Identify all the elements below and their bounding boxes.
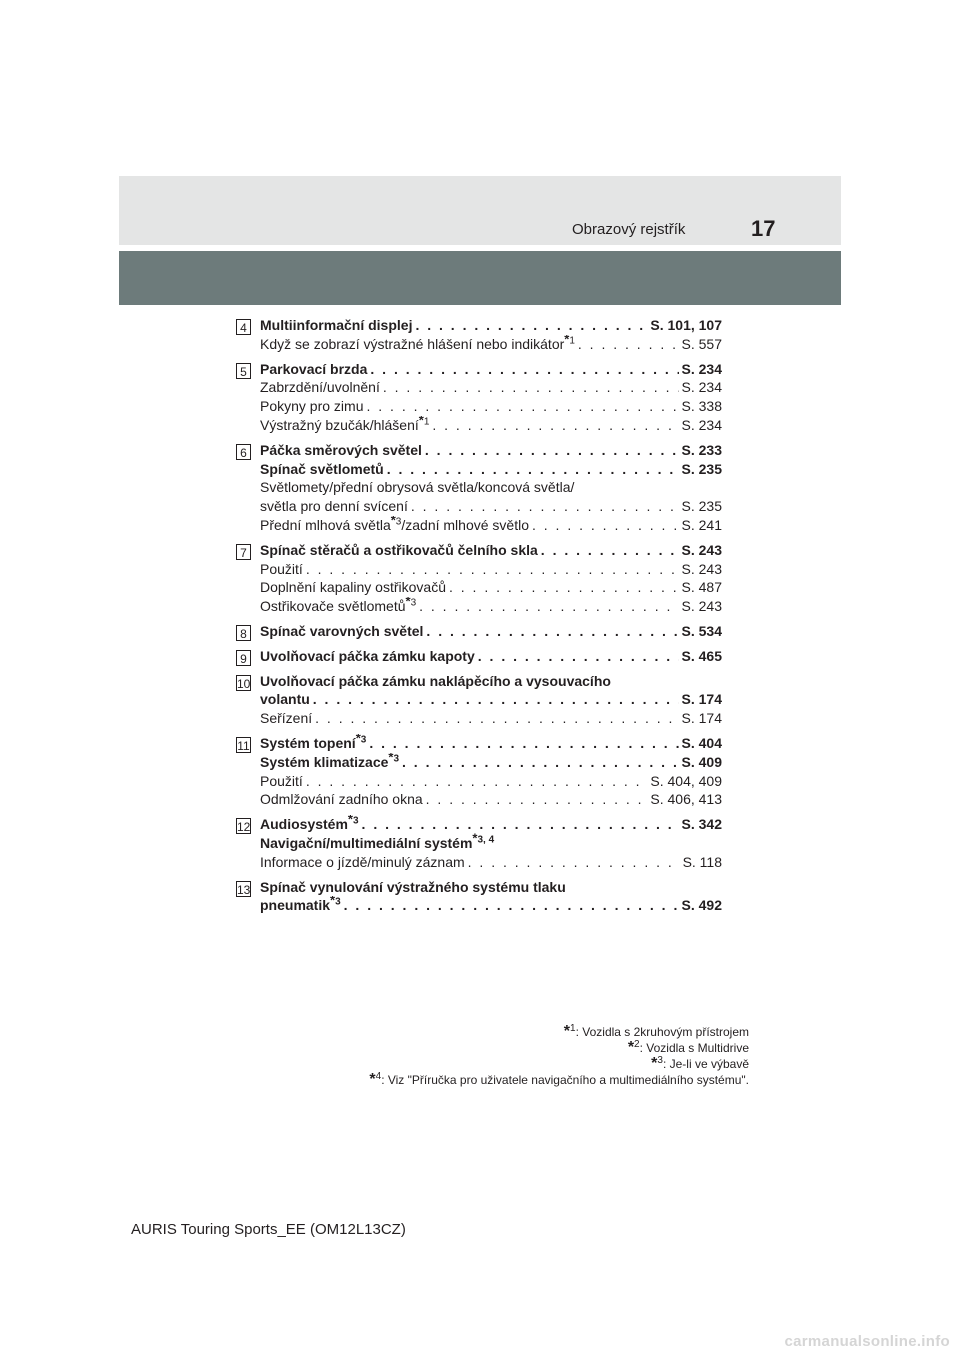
section-marker: 10 xyxy=(237,676,251,691)
section-marker: 11 xyxy=(237,738,250,753)
entry-label: Informace o jízdě/minulý záznam xyxy=(260,853,465,870)
page-reference: S. 243 xyxy=(681,541,722,558)
index-entry xyxy=(260,460,722,479)
leader-dots xyxy=(541,541,679,560)
footnote-number: 4 xyxy=(375,1071,382,1082)
page-reference: S. 174 xyxy=(681,710,722,727)
index-entry xyxy=(260,360,722,379)
leader-dots xyxy=(425,441,679,460)
entry-label: Seřízení xyxy=(260,710,313,727)
index-entry xyxy=(260,441,722,460)
page-reference: S. 233 xyxy=(681,441,722,458)
leader-dots xyxy=(370,360,678,379)
entry-label-group xyxy=(260,316,412,335)
entry-label-group xyxy=(260,416,429,435)
index-section xyxy=(236,360,722,435)
index-entry xyxy=(260,853,722,872)
entry-label-group xyxy=(260,360,367,379)
footnote xyxy=(369,1040,749,1056)
section-marker: 12 xyxy=(237,820,251,835)
page-reference: S. 234 xyxy=(681,379,722,396)
leader-dots xyxy=(578,335,679,354)
page-reference: S. 118 xyxy=(682,853,722,870)
footnote-star: * xyxy=(390,515,396,528)
index-section xyxy=(236,316,722,354)
leader-dots xyxy=(315,709,678,728)
index-entry xyxy=(260,753,722,772)
entry-label-group xyxy=(260,335,575,354)
index-section xyxy=(236,672,722,728)
leader-dots xyxy=(402,753,678,772)
entry-label-group xyxy=(260,734,366,753)
entry-label-group xyxy=(260,622,423,641)
page-reference: S. 235 xyxy=(681,498,722,515)
index-section xyxy=(236,734,722,809)
index-section xyxy=(236,647,722,666)
leader-dots xyxy=(366,397,678,416)
index-entry xyxy=(260,815,722,834)
entry-label-group xyxy=(260,578,446,597)
entry-label: pneumatik xyxy=(260,897,331,914)
entry-label: Přední mlhová světla xyxy=(260,516,391,533)
entry-label: Systém klimatizace xyxy=(260,753,389,770)
page-number: 17 xyxy=(751,216,776,241)
index-entry xyxy=(260,790,722,809)
entry-label: Odmlžování zadního okna xyxy=(260,791,423,808)
leader-dots xyxy=(468,853,680,872)
page-reference: S. 234 xyxy=(681,416,722,433)
leader-dots xyxy=(426,790,648,809)
footnote-star: * xyxy=(472,830,478,846)
entry-label-group xyxy=(260,516,529,535)
index-entry xyxy=(260,597,722,616)
leader-dots xyxy=(306,560,679,579)
entry-label-group xyxy=(260,441,422,460)
footnote-star: * xyxy=(651,1055,658,1072)
index-entry xyxy=(260,830,722,853)
footer-model: AURIS Touring Sports_EE (OM12L13CZ) xyxy=(131,1221,406,1238)
page-reference: S. 174 xyxy=(681,691,722,708)
footnote-text: : Vozidla s Multidrive xyxy=(639,1041,749,1055)
footnote-star: * xyxy=(369,1071,376,1088)
section-marker: 4 xyxy=(236,319,251,335)
header-dark-band xyxy=(119,251,841,305)
entry-label: volantu xyxy=(260,691,310,708)
index-entry xyxy=(260,878,722,897)
index-entry xyxy=(260,335,722,354)
footnote-star: * xyxy=(405,597,411,609)
footnotes xyxy=(369,1024,749,1088)
index-entry xyxy=(260,497,722,516)
footnote-ref: 3 xyxy=(352,815,359,827)
entry-label: Spínač varovných světel xyxy=(260,622,424,639)
footnote-number: 3 xyxy=(657,1055,663,1066)
entry-label-group xyxy=(260,647,475,666)
entry-label: Uvolňovací páčka zámku naklápěcího a vysouvacího xyxy=(260,672,611,689)
leader-dots xyxy=(449,578,679,597)
entry-label: Výstražný bzučák/hlášení xyxy=(260,416,419,433)
entry-label-group xyxy=(260,397,363,416)
index-entry xyxy=(260,378,722,397)
entry-label: Zabrzdění/uvolnění xyxy=(260,379,380,396)
entry-label: Spínač vynulování výstražného systému tlaku xyxy=(260,878,566,895)
entry-label-group xyxy=(260,853,465,872)
section-marker: 7 xyxy=(236,544,251,560)
entry-label: Multiinformační displej xyxy=(260,317,413,333)
section-marker: 5 xyxy=(236,363,251,379)
leader-dots xyxy=(415,316,647,335)
leader-dots xyxy=(426,622,678,641)
index-entry xyxy=(260,578,722,597)
page-reference: S. 243 xyxy=(681,598,722,615)
entry-label-group xyxy=(260,709,312,728)
leader-dots xyxy=(432,416,678,435)
index-section xyxy=(236,878,722,916)
footnote-star: * xyxy=(563,1023,571,1040)
leader-dots xyxy=(532,516,679,535)
index-entry xyxy=(260,672,722,691)
page-reference: S. 465 xyxy=(681,647,722,664)
footnote-number: 2 xyxy=(634,1039,640,1050)
footnote-star: * xyxy=(418,415,424,428)
index-list xyxy=(236,316,722,921)
entry-label-group xyxy=(260,690,310,709)
page-reference: S. 338 xyxy=(681,398,722,415)
leader-dots xyxy=(344,896,679,915)
entry-label: Světlomety/přední obrysová světla/koncová světla/ xyxy=(260,479,575,496)
entry-label-suffix: /zadní mlhové světlo xyxy=(401,516,529,533)
leader-dots xyxy=(419,597,678,616)
page-reference: S. 557 xyxy=(681,335,722,352)
section-marker: 6 xyxy=(236,444,251,460)
index-entry xyxy=(260,416,722,435)
page-reference: S. 404 xyxy=(681,734,722,751)
index-entry xyxy=(260,896,722,915)
page-reference: S. 534 xyxy=(681,622,722,639)
section-marker: 9 xyxy=(236,650,251,666)
footnote xyxy=(369,1024,749,1040)
page-reference: S. 342 xyxy=(681,816,722,833)
entry-label-group xyxy=(260,541,538,560)
entry-label-group xyxy=(260,560,303,579)
index-entry xyxy=(260,560,722,579)
entry-label-group xyxy=(260,497,408,516)
index-entry xyxy=(260,478,722,497)
entry-label: Páčka směrových světel xyxy=(260,441,422,458)
index-section xyxy=(236,622,722,641)
index-section xyxy=(236,541,722,616)
header-title: Obrazový rejstřík xyxy=(572,221,686,238)
entry-label: Pokyny pro zimu xyxy=(260,398,364,415)
footnote-ref: 3, 4 xyxy=(477,834,495,846)
entry-label-group xyxy=(260,378,380,397)
entry-label-group xyxy=(260,815,359,834)
index-entry xyxy=(260,772,722,791)
entry-label: Když se zobrazí výstražné hlášení nebo indikátor xyxy=(260,335,565,352)
index-entry xyxy=(260,647,722,666)
footnote-ref: 1 xyxy=(569,335,575,347)
footnote xyxy=(369,1056,749,1072)
index-entry xyxy=(260,541,722,560)
footnote-ref: 3 xyxy=(395,516,402,528)
entry-label: Použití xyxy=(260,772,303,789)
watermark[interactable]: carmanualsonline.info xyxy=(784,1333,950,1350)
page-reference: S. 241 xyxy=(681,516,722,533)
leader-dots xyxy=(306,772,648,791)
footnote-star: * xyxy=(564,334,570,347)
entry-label: světla pro denní svícení xyxy=(260,498,408,515)
footnote-star: * xyxy=(388,752,394,765)
footnote-star: * xyxy=(355,733,361,746)
entry-label-group xyxy=(260,460,384,479)
page-reference: S. 234 xyxy=(681,360,722,377)
leader-dots xyxy=(387,460,679,479)
entry-label: Navigační/multimediální systém xyxy=(260,834,473,851)
leader-dots xyxy=(362,815,679,834)
page-reference: S. 235 xyxy=(681,460,722,477)
entry-label-group xyxy=(260,597,416,616)
page-reference: S. 404, 409 xyxy=(650,772,722,789)
footnote-star: * xyxy=(330,896,336,908)
footnote-text: : Viz "Příručka pro uživatele navigačního a multimediálního systému". xyxy=(381,1073,749,1087)
entry-label-group xyxy=(260,896,341,915)
index-section xyxy=(236,441,722,535)
page-reference: S. 492 xyxy=(681,897,722,914)
entry-label-group xyxy=(260,790,423,809)
footnote-number: 1 xyxy=(570,1023,576,1034)
entry-label: Spínač stěračů a ostřikovačů čelního skla xyxy=(260,541,538,558)
entry-label: Spínač světlometů xyxy=(260,460,384,477)
footnote-text: : Vozidla s 2kruhovým přístrojem xyxy=(575,1025,749,1039)
leader-dots xyxy=(411,497,679,516)
footnote-ref: 3 xyxy=(360,734,367,746)
page-reference: S. 101, 107 xyxy=(650,317,722,333)
entry-label: Audiosystém xyxy=(260,816,348,833)
footnote-text: : Je-li ve výbavě xyxy=(662,1057,749,1071)
entry-label-group xyxy=(260,753,399,772)
index-entry xyxy=(260,397,722,416)
footnote-ref: 1 xyxy=(423,416,430,428)
entry-label: Doplnění kapaliny ostřikovačů xyxy=(260,579,446,596)
footnote xyxy=(369,1072,749,1088)
entry-label: Uvolňovací páčka zámku kapoty xyxy=(260,647,475,664)
header-band xyxy=(119,176,841,245)
leader-dots xyxy=(369,734,678,753)
index-entry xyxy=(260,709,722,728)
footnote-star: * xyxy=(347,815,353,827)
page-reference: S. 406, 413 xyxy=(650,791,722,808)
entry-label: Použití xyxy=(260,560,303,577)
index-entry xyxy=(260,690,722,709)
index-entry xyxy=(260,316,722,335)
page-reference: S. 487 xyxy=(681,579,722,596)
footnote-star: * xyxy=(627,1039,635,1056)
footnote-ref: 3 xyxy=(410,597,417,609)
index-section xyxy=(236,815,722,871)
footnote-ref: 3 xyxy=(393,753,400,765)
index-entry xyxy=(260,516,722,535)
page-reference: S. 243 xyxy=(681,560,722,577)
leader-dots xyxy=(478,647,679,666)
leader-dots xyxy=(383,378,679,397)
entry-label: Systém topení xyxy=(260,734,356,751)
entry-label: Ostřikovače světlometů xyxy=(260,598,406,615)
page-reference: S. 409 xyxy=(681,753,722,770)
entry-label-group xyxy=(260,772,303,791)
index-entry xyxy=(260,734,722,753)
entry-label: Parkovací brzda xyxy=(260,360,368,377)
footnote-ref: 3 xyxy=(335,896,341,908)
leader-dots xyxy=(313,690,679,709)
index-entry xyxy=(260,622,722,641)
section-marker: 8 xyxy=(236,625,251,641)
section-marker: 13 xyxy=(237,882,251,897)
